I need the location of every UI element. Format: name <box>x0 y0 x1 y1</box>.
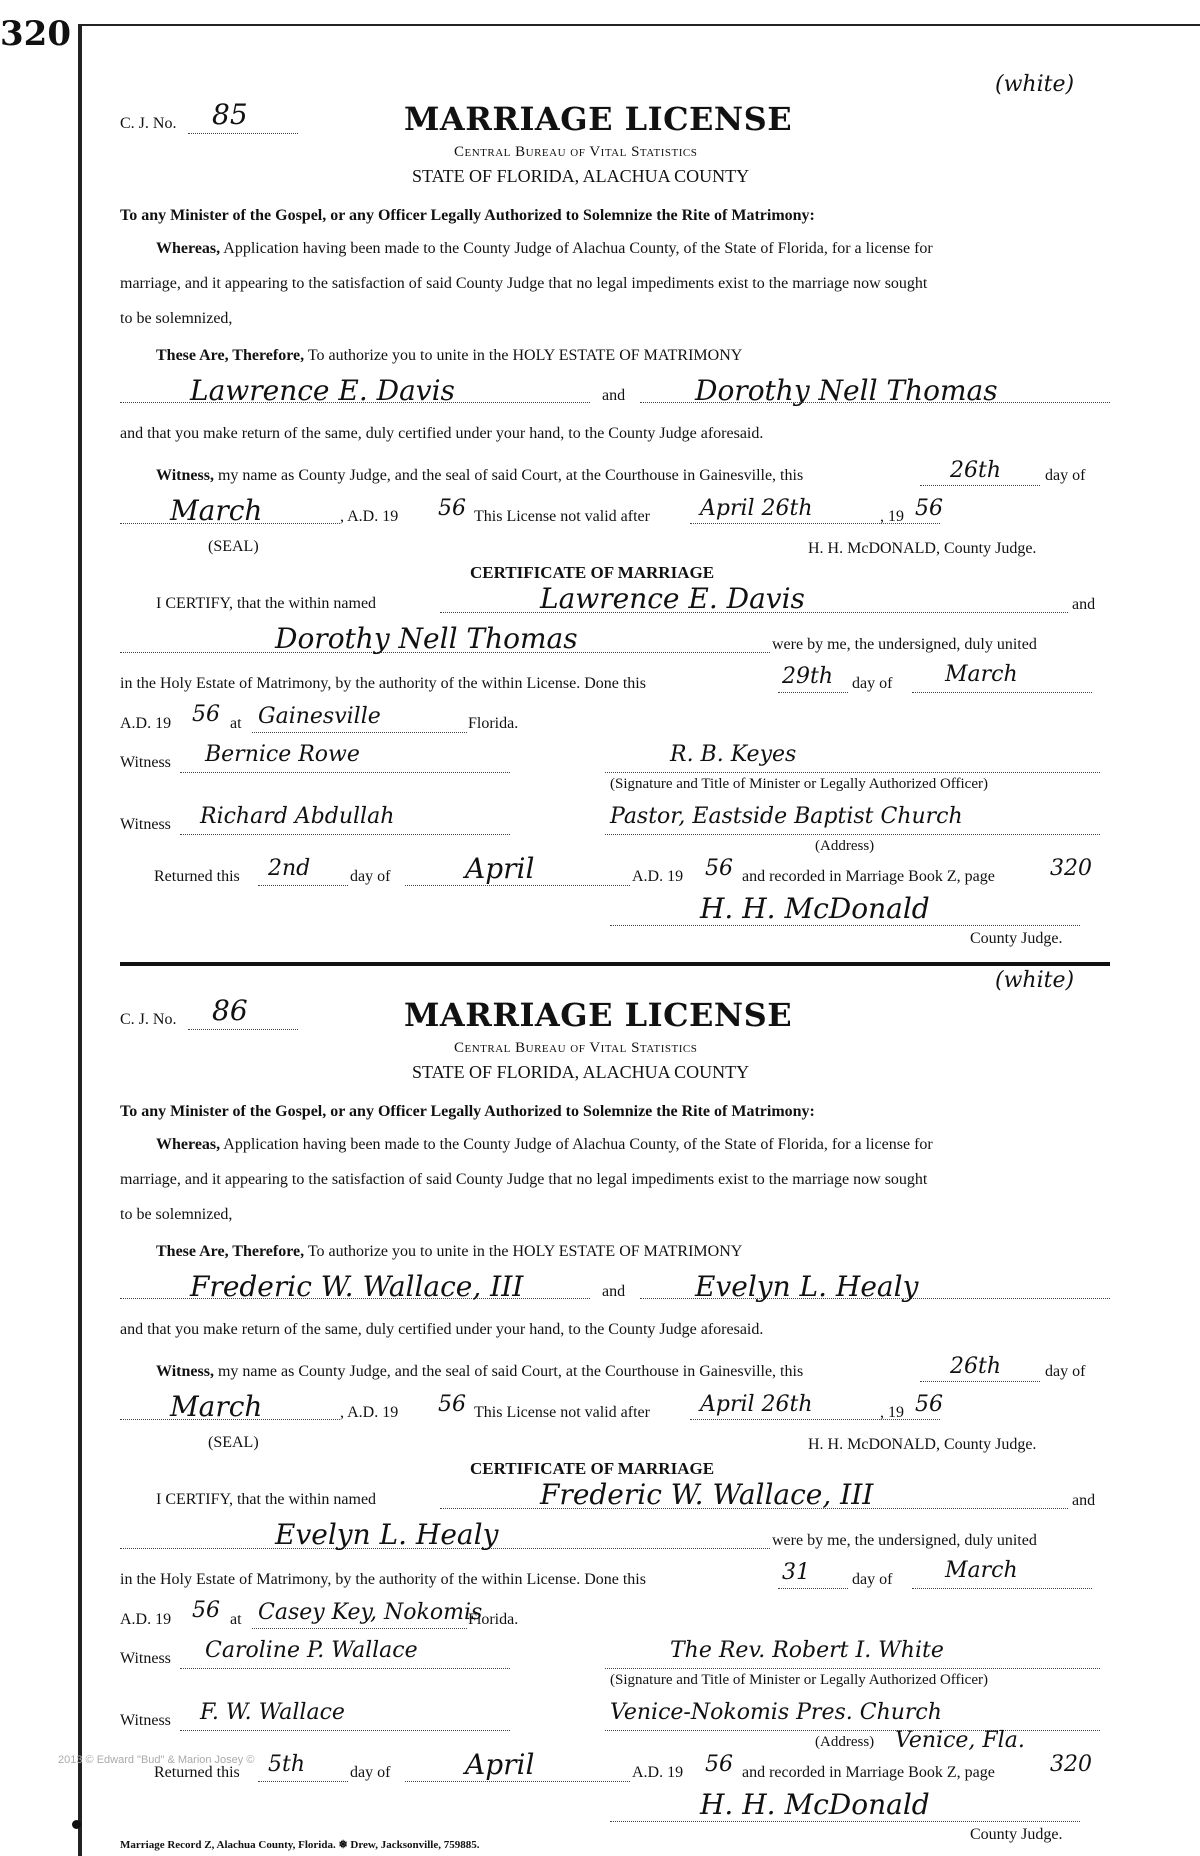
bureau-name: Central Bureau of Vital Statistics <box>454 1040 698 1056</box>
done-month: March <box>945 1558 1018 1583</box>
returned-ad: A.D. 19 <box>632 868 684 885</box>
cj-number: 86 <box>212 994 248 1027</box>
bride-name: Dorothy Nell Thomas <box>695 374 998 407</box>
cert-and-label: and <box>1072 596 1096 613</box>
recorded-label: and recorded in Marriage Book Z, page <box>742 1764 995 1781</box>
ad-label: , A.D. 19 <box>340 508 399 525</box>
done-day-line <box>778 1588 848 1589</box>
done-month: March <box>945 662 1018 687</box>
place-line <box>252 1628 467 1629</box>
done-month-line <box>912 1588 1092 1589</box>
returned-year: 56 <box>705 856 733 881</box>
copyright-watermark: 2013 © Edward "Bud" & Marion Josey © <box>58 1754 255 1766</box>
at-label: at <box>230 1611 242 1628</box>
returned-ad: A.D. 19 <box>632 1764 684 1781</box>
officer-signature: The Rev. Robert I. White <box>670 1638 944 1663</box>
cert-bride: Dorothy Nell Thomas <box>275 622 578 655</box>
returned-label: Returned this <box>154 868 240 885</box>
not-valid-label: This License not valid after <box>474 1404 650 1421</box>
whereas-line-2: marriage, and it appearing to the satisfaction of said County Judge that no legal impediments exist to the marriage now sought <box>120 275 928 292</box>
done-year: 56 <box>192 702 220 727</box>
done-ad-label: A.D. 19 <box>120 715 172 732</box>
officer-address: Pastor, Eastside Baptist Church <box>610 804 963 829</box>
return-line: and that you make return of the same, duly certified under your hand, to the County Judge aforesaid. <box>120 1321 764 1338</box>
whereas-line-1: Whereas, Application having been made to the County Judge of Alachua County, of the State of Florida, for a license for <box>156 240 933 257</box>
returned-month-line <box>405 1781 630 1782</box>
cert-groom: Frederic W. Wallace, III <box>540 1478 874 1511</box>
returned-day: 5th <box>268 1752 306 1777</box>
whereas-line-2: marriage, and it appearing to the satisfaction of said County Judge that no legal impediments exist to the marriage now sought <box>120 1171 928 1188</box>
issue-month: March <box>170 494 263 527</box>
cj-no-line <box>188 133 298 134</box>
authorization: These Are, Therefore, To authorize you to unite in the HOLY ESTATE OF MATRIMONY <box>156 1243 743 1260</box>
witness2-line <box>180 834 510 835</box>
issue-month: March <box>170 1390 263 1423</box>
judge-name: H. H. McDONALD, County Judge. <box>808 1436 1037 1453</box>
county-judge-label: County Judge. <box>970 1826 1063 1843</box>
were-united: were by me, the undersigned, duly united <box>772 1532 1037 1549</box>
witness2-name: Richard Abdullah <box>200 804 395 829</box>
returned-month: April <box>465 1748 535 1781</box>
expiry-date: April 26th <box>700 496 813 521</box>
done-day-of: day of <box>852 1571 893 1588</box>
recorded-label: and recorded in Marriage Book Z, page <box>742 868 995 885</box>
state-county: STATE OF FLORIDA, ALACHUA COUNTY <box>412 166 750 186</box>
officer-signature: R. B. Keyes <box>670 742 797 767</box>
officer-line <box>605 772 1100 773</box>
officer-caption: (Signature and Title of Minister or Legally Authorized Officer) <box>610 1672 988 1688</box>
judge-signature: H. H. McDonald <box>700 892 930 925</box>
book-page: 320 <box>1050 856 1092 881</box>
and-label: and <box>602 387 626 404</box>
judge-name: H. H. McDONALD, County Judge. <box>808 540 1037 557</box>
officer-caption: (Signature and Title of Minister or Legally Authorized Officer) <box>610 776 988 792</box>
groom-name: Lawrence E. Davis <box>190 374 455 407</box>
witness2-line <box>180 1730 510 1731</box>
judge-signature-line <box>610 1821 1080 1822</box>
witness-clause: Witness, my name as County Judge, and the seal of said Court, at the Courthouse in Gainesville, this <box>156 467 804 484</box>
whereas-line-3: to be solemnized, <box>120 310 233 327</box>
witness-clause: Witness, my name as County Judge, and the seal of said Court, at the Courthouse in Gainesville, this <box>156 1363 804 1380</box>
returned-day: 2nd <box>268 856 311 881</box>
license-title: MARRIAGE LICENSE <box>404 996 793 1034</box>
license-title: MARRIAGE LICENSE <box>404 100 793 138</box>
certificate-title: CERTIFICATE OF MARRIAGE <box>470 563 715 582</box>
footer-text: Marriage Record Z, Alachua County, Florida. ❅ Drew, Jacksonville, 759885. <box>120 1839 480 1851</box>
bride-name: Evelyn L. Healy <box>695 1270 919 1303</box>
cj-number: 85 <box>212 98 248 131</box>
holy-estate-line: in the Holy Estate of Matrimony, by the authority of the within License. Done this <box>120 1571 646 1588</box>
florida-label: Florida. <box>468 715 519 732</box>
expiry-year: 56 <box>915 496 943 521</box>
at-label: at <box>230 715 242 732</box>
address-caption: (Address) <box>815 1734 875 1750</box>
witness2-label: Witness <box>120 816 171 833</box>
not-valid-label: This License not valid after <box>474 508 650 525</box>
witness1-label: Witness <box>120 754 171 771</box>
book-page: 320 <box>1050 1752 1092 1777</box>
address-line <box>605 834 1100 835</box>
seal-label: (SEAL) <box>208 538 259 555</box>
address-caption: (Address) <box>815 838 875 854</box>
bureau-name: Central Bureau of Vital Statistics <box>454 144 698 160</box>
authorization: These Are, Therefore, To authorize you to unite in the HOLY ESTATE OF MATRIMONY <box>156 347 743 364</box>
returned-day-of: day of <box>350 868 391 885</box>
and-label: and <box>602 1283 626 1300</box>
returned-day-line <box>258 1781 348 1782</box>
cert-groom: Lawrence E. Davis <box>540 582 805 615</box>
returned-day-line <box>258 885 348 886</box>
judge-signature: H. H. McDonald <box>700 1788 930 1821</box>
returned-month: April <box>465 852 535 885</box>
marriage-place: Gainesville <box>258 704 381 729</box>
issue-year: 56 <box>438 496 466 521</box>
salutation: To any Minister of the Gospel, or any Officer Legally Authorized to Solemnize the Rite of Matrimony: <box>120 1103 815 1120</box>
cert-and-label: and <box>1072 1492 1096 1509</box>
returned-month-line <box>405 885 630 886</box>
officer-line <box>605 1668 1100 1669</box>
cj-label: C. J. No. <box>120 115 177 132</box>
done-month-line <box>912 692 1092 693</box>
certificate-title: CERTIFICATE OF MARRIAGE <box>470 1459 715 1478</box>
witness1-name: Caroline P. Wallace <box>205 1638 418 1663</box>
certify-label: I CERTIFY, that the within named <box>156 1491 377 1508</box>
issue-day: 26th <box>950 458 1002 483</box>
ad-label: , A.D. 19 <box>340 1404 399 1421</box>
race-note: (white) <box>995 72 1075 97</box>
were-united: were by me, the undersigned, duly united <box>772 636 1037 653</box>
punch-mark <box>72 1820 81 1829</box>
done-day: 29th <box>782 664 834 689</box>
issue-day: 26th <box>950 1354 1002 1379</box>
expiry-19: , 19 <box>880 508 904 525</box>
done-day-of: day of <box>852 675 893 692</box>
place-line <box>252 732 467 733</box>
expiry-year: 56 <box>915 1392 943 1417</box>
page-number: 320 <box>0 14 71 54</box>
state-county: STATE OF FLORIDA, ALACHUA COUNTY <box>412 1062 750 1082</box>
return-line: and that you make return of the same, duly certified under your hand, to the County Judge aforesaid. <box>120 425 764 442</box>
witness2-label: Witness <box>120 1712 171 1729</box>
whereas-line-1: Whereas, Application having been made to the County Judge of Alachua County, of the State of Florida, for a license for <box>156 1136 933 1153</box>
returned-label: Returned this <box>154 1764 240 1781</box>
groom-name: Frederic W. Wallace, III <box>190 1270 524 1303</box>
salutation: To any Minister of the Gospel, or any Officer Legally Authorized to Solemnize the Rite of Matrimony: <box>120 207 815 224</box>
whereas-line-3: to be solemnized, <box>120 1206 233 1223</box>
returned-day-of: day of <box>350 1764 391 1781</box>
cert-bride: Evelyn L. Healy <box>275 1518 499 1551</box>
witness2-name: F. W. Wallace <box>200 1700 345 1725</box>
issue-year: 56 <box>438 1392 466 1417</box>
seal-label: (SEAL) <box>208 1434 259 1451</box>
race-note: (white) <box>995 968 1075 993</box>
officer-address-2: Venice, Fla. <box>895 1728 1025 1753</box>
done-day-line <box>778 692 848 693</box>
county-judge-label: County Judge. <box>970 930 1063 947</box>
officer-address: Venice-Nokomis Pres. Church <box>610 1700 942 1725</box>
done-day: 31 <box>782 1560 810 1585</box>
holy-estate-line: in the Holy Estate of Matrimony, by the authority of the within License. Done this <box>120 675 646 692</box>
cj-label: C. J. No. <box>120 1011 177 1028</box>
license-section-bottom <box>0 896 1200 1856</box>
florida-label: Florida. <box>468 1611 519 1628</box>
witness1-name: Bernice Rowe <box>205 742 360 767</box>
marriage-place: Casey Key, Nokomis <box>258 1600 483 1625</box>
witness1-line <box>180 772 510 773</box>
done-year: 56 <box>192 1598 220 1623</box>
certify-label: I CERTIFY, that the within named <box>156 595 377 612</box>
witness1-label: Witness <box>120 1650 171 1667</box>
returned-year: 56 <box>705 1752 733 1777</box>
day-of-label: day of <box>1045 1363 1086 1380</box>
expiry-date: April 26th <box>700 1392 813 1417</box>
done-ad-label: A.D. 19 <box>120 1611 172 1628</box>
expiry-19: , 19 <box>880 1404 904 1421</box>
issue-day-line <box>920 485 1040 486</box>
day-of-label: day of <box>1045 467 1086 484</box>
witness1-line <box>180 1668 510 1669</box>
address-line <box>605 1730 1100 1731</box>
issue-day-line <box>920 1381 1040 1382</box>
cj-no-line <box>188 1029 298 1030</box>
